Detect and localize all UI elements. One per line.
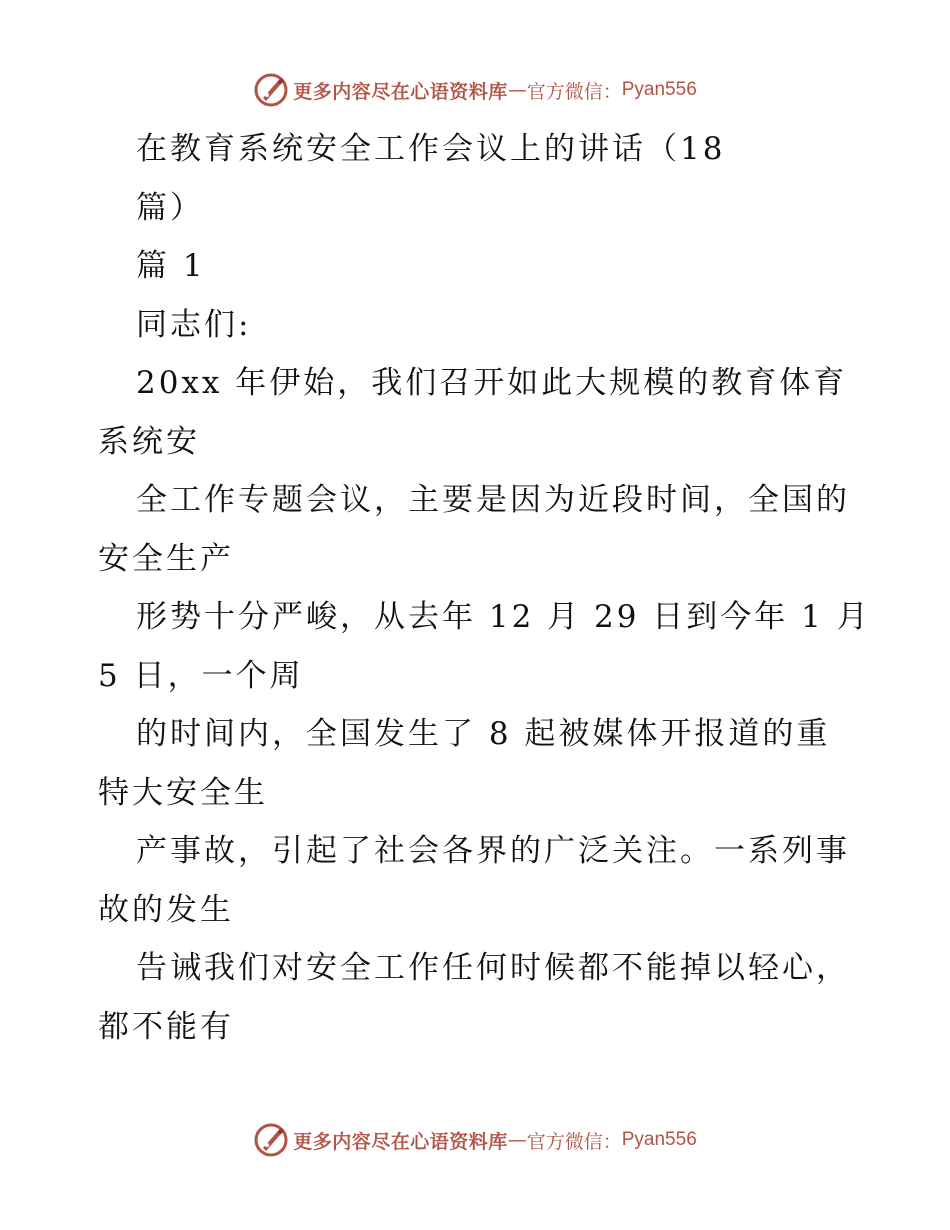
pen-nib-logo-icon: [253, 1122, 289, 1158]
document-body: [98, 120, 878, 1056]
watermark-separator: —: [507, 1129, 527, 1151]
text-line: 篇）: [136, 189, 204, 226]
footer-watermark: [0, 1120, 950, 1160]
header-watermark: [0, 70, 950, 110]
text-line: 的时间内，全国发生了 8 起被媒体开报道的重: [136, 716, 831, 752]
text-line: 都不能有: [98, 1008, 234, 1045]
watermark-separator: —: [507, 79, 527, 101]
text-line: 故的发生: [98, 891, 234, 928]
text-line: 同志们:: [136, 306, 252, 343]
watermark-text: 更多内容尽在心语资料库: [293, 80, 508, 103]
watermark-wechat-label: 官方微信：: [526, 1130, 622, 1153]
text-line: 5 日，一个周: [98, 657, 304, 694]
text-line: 产事故，引起了社会各界的广泛关注。一系列事: [136, 833, 850, 869]
text-line: 在教育系统安全工作会议上的讲话（18: [136, 131, 726, 167]
watermark-wechat-label: 官方微信：: [526, 80, 622, 103]
text-line: 20xx 年伊始，我们召开如此大规模的教育体育: [136, 365, 848, 401]
watermark-wechat-id: Pyan556: [621, 1129, 697, 1150]
text-line: 告诫我们对安全工作任何时候都不能掉以轻心，: [136, 950, 850, 986]
watermark-wechat-id: Pyan556: [621, 79, 697, 100]
text-line: 系统安: [98, 423, 200, 460]
text-line: 形势十分严峻，从去年 12 月 29 日到今年 1 月: [136, 599, 871, 635]
text-line: 篇 1: [136, 248, 206, 284]
text-line: 全工作专题会议，主要是因为近段时间，全国的: [136, 482, 850, 518]
text-line: 安全生产: [98, 540, 234, 577]
text-line: 特大安全生: [98, 774, 268, 811]
pen-nib-logo-icon: [253, 72, 289, 108]
watermark-text: 更多内容尽在心语资料库: [293, 1130, 508, 1153]
